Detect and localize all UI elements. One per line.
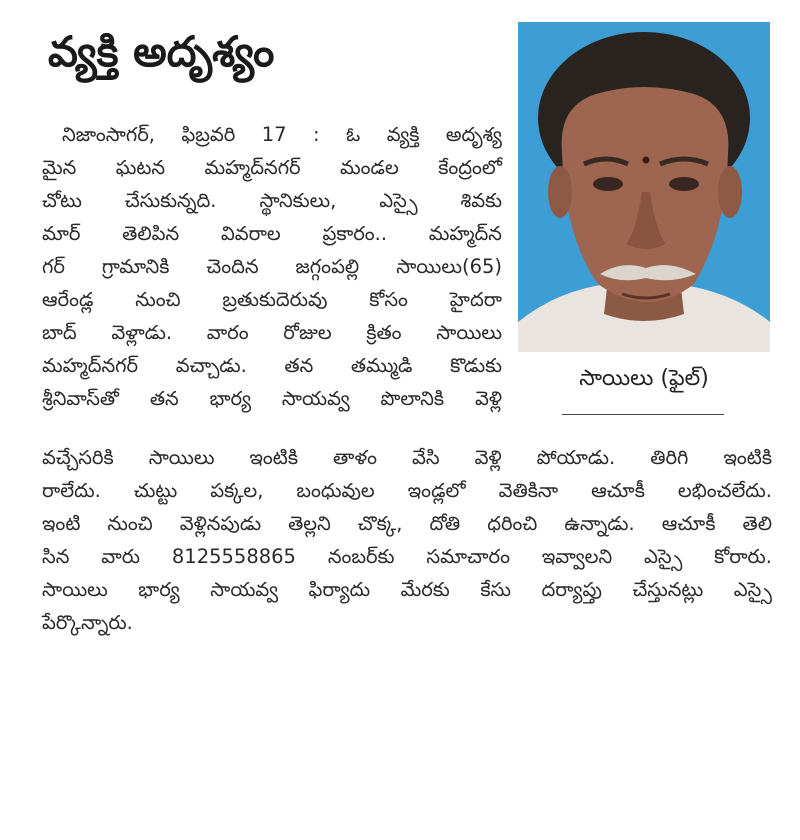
body-line: రాలేదు. చుట్టు పక్కల, బంధువుల ఇండ్లలో వెతికినా ఆచూకీ లభించలేదు.: [42, 479, 772, 502]
body-line: ఆరేండ్ల నుంచి బ్రతుకుదెరువు కోసం హైదరా: [42, 288, 502, 311]
headline: వ్యక్తి అదృశ్యం: [48, 27, 275, 76]
body-line: గర్ గ్రామానికి చెందిన జగ్గంపల్లి సాయిలు(65): [42, 255, 502, 278]
portrait-image: [518, 22, 770, 352]
caption-divider: [562, 414, 724, 415]
body-line: చోటు చేసుకున్నది. స్థానికులు, ఎస్సై శివకు: [42, 189, 502, 212]
body-line: మైన ఘటన మహ్మద్‌నగర్ మండల కేంద్రంలో: [42, 156, 502, 179]
body-line: సిన వారు 8125558865 నంబర్‌కు సమాచారం ఇవ్వాలని ఎస్సై కోరారు.: [42, 545, 772, 568]
body-line: మార్ తెలిపిన వివరాల ప్రకారం.. మహ్మద్‌న: [42, 222, 502, 245]
body-line: వచ్చేసరికి సాయిలు ఇంటికి తాళం వేసి వెళ్లి పోయాడు. తిరిగి ఇంటికి: [42, 446, 772, 469]
body-line: నిజాంసాగర్, ఫిబ్రవరి 17 : ఓ వ్యక్తి అదృశ్య: [62, 123, 502, 146]
body-line: శ్రీనివాస్‌తో తన భార్య సాయవ్వ పొలానికి వెళ్లి: [42, 387, 502, 410]
body-line: ఇంటి నుంచి వెళ్లినపుడు తెల్లని చొక్క, దోతి ధరించి ఉన్నాడు. ఆచూకీ తెలి: [42, 512, 772, 535]
body-line: మహ్మద్‌నగర్ వచ్చాడు. తన తమ్ముడి కొడుకు: [42, 354, 502, 377]
person-photo: [518, 22, 770, 352]
photo-caption: సాయిలు (ఫైల్): [579, 366, 709, 391]
body-line: బాద్ వెళ్లాడు. వారం రోజుల క్రితం సాయిలు: [42, 321, 502, 344]
body-line: సాయిలు భార్య సాయవ్వ ఫిర్యాదు మేరకు కేసు దర్యాప్తు చేస్తునట్లు ఎస్సై: [42, 578, 772, 601]
body-line: పేర్కొన్నారు.: [42, 611, 133, 634]
